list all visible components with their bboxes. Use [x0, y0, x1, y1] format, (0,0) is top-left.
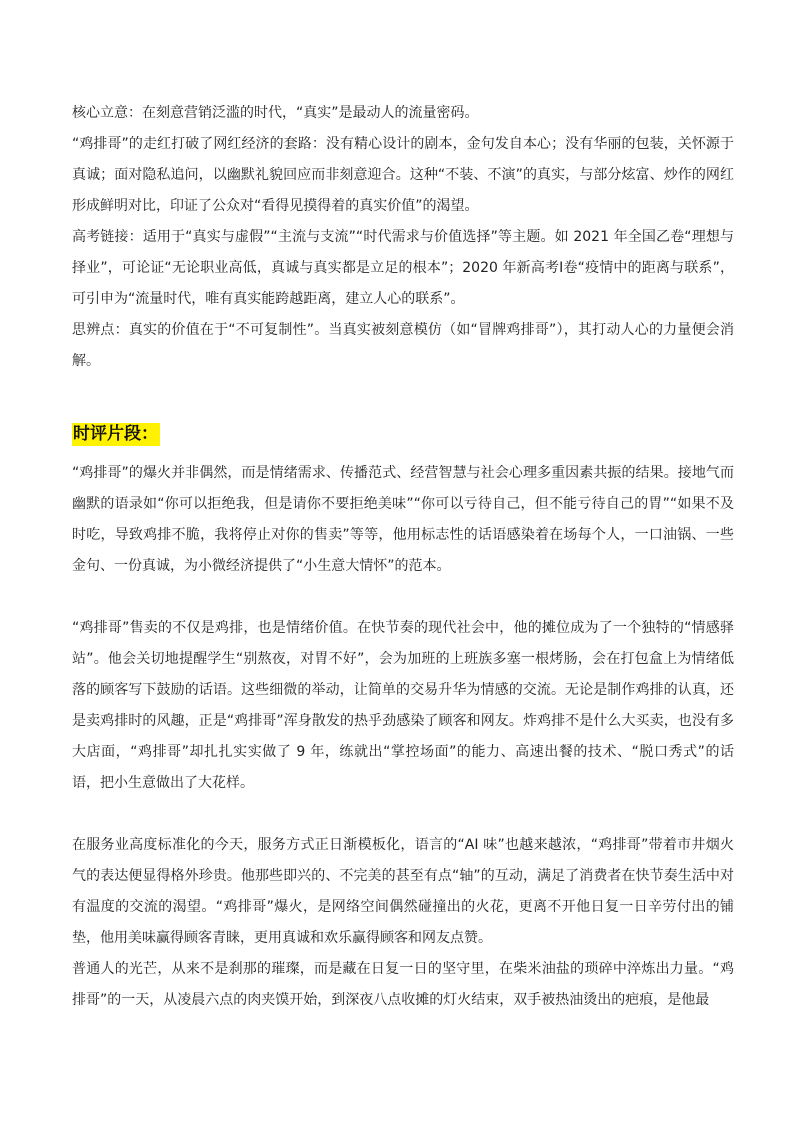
critical-point-paragraph: 思辨点：真实的价值在于“不可复制性”。当真实被刻意模仿（如“冒牌鸡排哥”），其打动人心的力量便会消解。	[72, 322, 734, 369]
analysis-paragraph: “鸡排哥”的走红打破了网红经济的套路：没有精心设计的剧本，金句发自本心；没有华丽的包装，关怀源于真诚；面对隐私追问，以幽默礼貌回应而非刻意迎合。这种“不装、不演”的真实，与部分炫富、炒作的网红形成鲜明对比，印证了公众对“看得见摸得着的真实价值”的渴望。	[72, 136, 734, 214]
commentary-heading: 时评片段：	[73, 424, 158, 444]
core-idea-paragraph: 核心立意：在刻意营销泛滥的时代，“真实”是最动人的流量密码。	[72, 105, 479, 121]
document-body	[72, 98, 734, 1016]
commentary-paragraph-2: “鸡排哥”售卖的不仅是鸡排，也是情绪价值。在快节奏的现代社会中，他的摊位成为了一个独特的“情感驿站”。他会关切地提醒学生“别熬夜，对胃不好”，会为加班的上班族多塞一根烤肠，会在打包盒上为情绪低落的顾客写下鼓励的话语。这些细微的举动，让简单的交易升华为情感的交流。无论是制作鸡排的认真，还是卖鸡排时的风趣，正是“鸡排哥”浑身散发的热乎劲感染了顾客和网友。炸鸡排不是什么大买卖，也没有多大店面，“鸡排哥”却扎扎实实做了 9 年，练就出“掌控场面”的能力、高速出餐的技术、“脱口秀式”的话语，把小生意做出了大花样。	[72, 620, 734, 791]
commentary-heading-row	[72, 423, 734, 454]
commentary-paragraph-3: 在服务业高度标准化的今天，服务方式正日渐模板化，语言的“AI 味”也越来越浓，“鸡排哥”带着市井烟火气的表达便显得格外珍贵。他那些即兴的、不完美的甚至有点“轴”的互动，满足了消费者在快节奏生活中对有温度的交流的渴望。“鸡排哥”爆火，是网络空间偶然碰撞出的火花，更离不开他日复一日辛劳付出的铺垫，他用美味赢得顾客青睐，更用真诚和欢乐赢得顾客和网友点赞。	[72, 837, 734, 946]
commentary-paragraph-1: “鸡排哥”的爆火并非偶然，而是情绪需求、传播范式、经营智慧与社会心理多重因素共振的结果。接地气而幽默的语录如“你可以拒绝我，但是请你不要拒绝美味”“你可以亏待自己，但不能亏待自己的胃”“如果不及时吃，导致鸡排不脆，我将停止对你的售卖”等等，他用标志性的话语感染着在场每个人，一口油锅、一些金句、一份真诚，为小微经济提供了“小生意大情怀”的范本。	[72, 465, 734, 574]
exam-link-paragraph: 高考链接：适用于“真实与虚假”“主流与支流”“时代需求与价值选择”等主题。如 2021 年全国乙卷“理想与择业”，可论证“无论职业高低，真诚与真实都是立足的根本”；2020 年新高考Ⅰ卷“疫情中的距离与联系”，可引申为“流量时代，唯有真实能跨越距离，建立人心的联系”。	[72, 229, 734, 307]
commentary-paragraph-4: 普通人的光芒，从来不是刹那的璀璨，而是藏在日复一日的坚守里，在柴米油盐的琐碎中淬炼出力量。“鸡排哥”的一天，从凌晨六点的肉夹馍开始，到深夜八点收摊的灯火结束，双手被热油烫出的疤痕，是他最	[72, 961, 734, 1008]
